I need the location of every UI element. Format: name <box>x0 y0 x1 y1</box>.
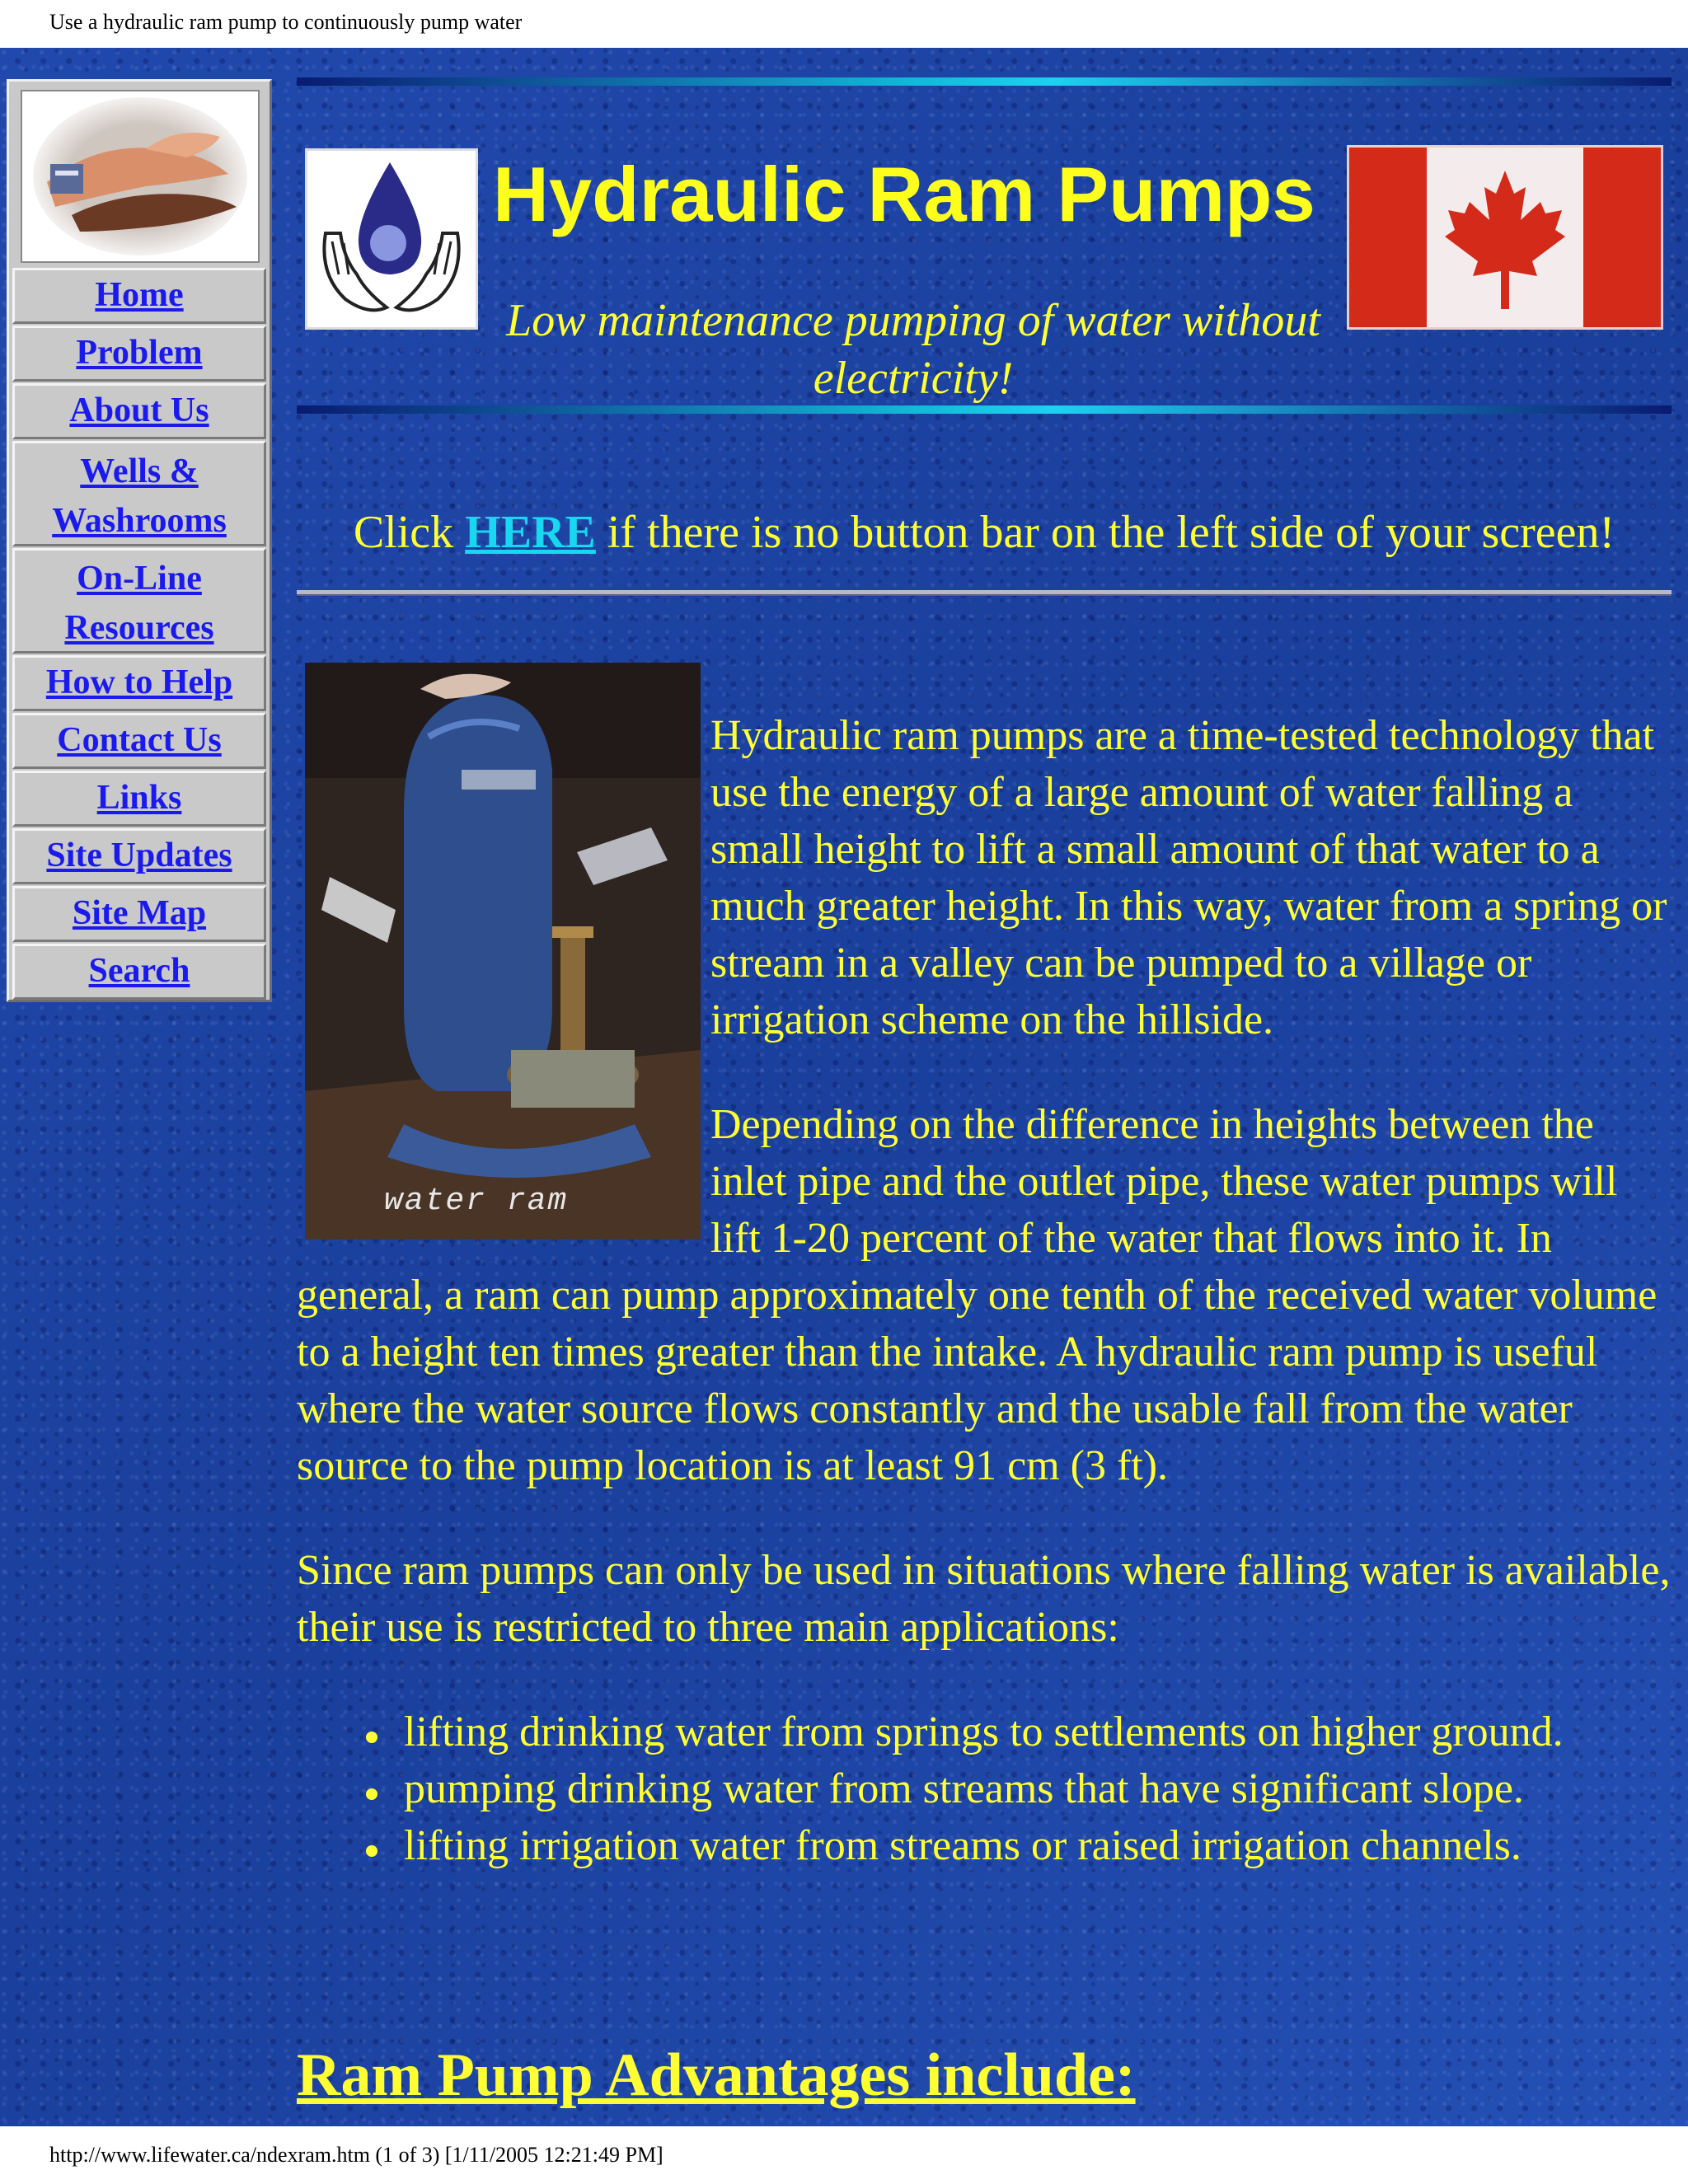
sidebar-item-search[interactable]: Search <box>12 944 266 1000</box>
applications-list <box>297 1704 1672 1874</box>
here-link[interactable]: HERE <box>465 507 596 558</box>
page-subtitle: Low maintenance pumping of water without electricity! <box>506 295 1320 404</box>
sidebar-item-contact-us[interactable]: Contact Us <box>12 713 266 769</box>
sidebar-item-how-to-help[interactable]: How to Help <box>12 655 266 711</box>
hands-logo-icon <box>21 90 260 263</box>
button-bar-notice <box>297 506 1672 559</box>
paragraph-intro: Hydraulic ram pumps are a time-tested technology that use the energy of a large amount of water falling a small height to lift a small amount of that water to a much greater height. In this way, water from a spring or stream in a valley can be pumped to a village or irrigation scheme on the hillside. <box>710 712 1667 1043</box>
sidebar-item-online-resources[interactable]: On-Line Resources <box>12 548 266 654</box>
list-item: pumping drinking water from streams that have significant slope. <box>404 1760 1672 1817</box>
article-body <box>297 707 1672 1874</box>
water-drop-hands-icon <box>305 148 478 330</box>
page-title: Hydraulic Ram Pumps <box>493 151 1315 237</box>
notice-text-before: Click <box>353 507 466 558</box>
notice-text-after: if there is no button bar on the left side of your screen! <box>595 507 1615 558</box>
print-footer: http://www.lifewater.ca/ndexram.htm (1 of 3) [1/11/2005 12:21:49 PM] <box>49 2143 663 2167</box>
sidebar-item-about-us[interactable]: About Us <box>12 383 266 439</box>
advantages-heading: Ram Pump Advantages include: <box>297 2041 1136 2109</box>
top-divider <box>297 77 1672 86</box>
header-divider <box>297 405 1672 414</box>
sidebar-item-site-map[interactable]: Site Map <box>12 886 266 942</box>
page-body <box>0 48 1688 2126</box>
paragraph-applications: Since ram pumps can only be used in situations where falling water is available, their use is restricted to three main applications: <box>297 1547 1671 1651</box>
print-header: Use a hydraulic ram pump to continuously pump water <box>49 10 523 34</box>
sidebar-item-problem[interactable]: Problem <box>12 326 266 382</box>
sidebar-item-wells-washrooms[interactable]: Wells & Washrooms <box>12 441 266 546</box>
sidebar-item-links[interactable]: Links <box>12 771 266 827</box>
sidebar-item-home[interactable]: Home <box>12 268 266 324</box>
sidebar-nav <box>7 79 272 1002</box>
sidebar-item-site-updates[interactable]: Site Updates <box>12 828 266 884</box>
horizontal-rule <box>297 590 1672 596</box>
list-item: lifting drinking water from springs to settlements on higher ground. <box>404 1704 1672 1760</box>
paragraph-lift-percent: Depending on the difference in heights between the inlet pipe and the outlet pipe, these water pumps will lift 1-20 percent of the water that flows into it. In general, a ram can pump approximately one tenth of the received water volume to a height ten times greater than the intake. A hydraulic ram pump is useful where the water source flows constantly and the usable fall from the water source to the pump location is at least 91 cm (3 ft). <box>297 1101 1658 1489</box>
photo-caption: water ram <box>384 1183 569 1219</box>
list-item: lifting irrigation water from streams or raised irrigation channels. <box>404 1817 1672 1874</box>
canada-flag-icon <box>1347 145 1663 330</box>
